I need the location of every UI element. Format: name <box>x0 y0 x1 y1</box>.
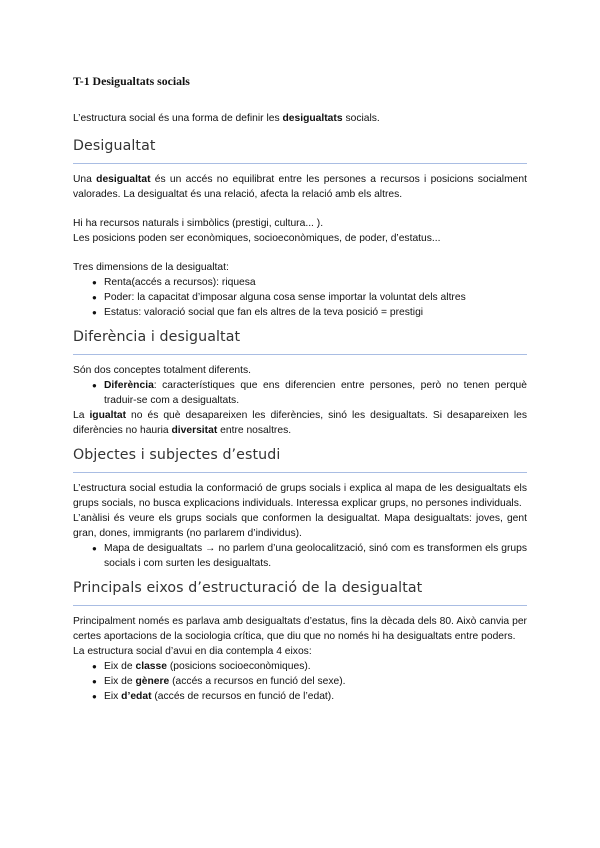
document-title: T-1 Desigualtats socials <box>73 74 190 88</box>
section-heading-objectes: Objectes i subjectes d’estudi <box>73 447 527 473</box>
intro-paragraph: L’estructura social és una forma de definir les desigualtats socials. <box>73 113 380 124</box>
list-item: ● Estatus: valoració social que fan els altres de la teva posició = prestigi <box>95 305 527 320</box>
list-item: ● Poder: la capacitat d’imposar alguna cosa sense importar la voluntat dels altres <box>95 290 527 305</box>
section-heading-desigualtat: Desigualtat <box>73 138 527 164</box>
paragraph: Tres dimensions de la desigualtat: <box>73 262 229 273</box>
paragraph: Són dos conceptes totalment diferents. <box>73 365 252 376</box>
document-body <box>73 74 527 704</box>
paragraph: Una desigualtat és un accés no equilibrat entre les persones a recursos i posicions socialment valorades. La desigualtat és una relació, afecta la relació amb els altres. <box>73 174 527 200</box>
bullet-list <box>73 659 527 704</box>
list-item: ● Eix de gènere (accés a recursos en funció del sexe). <box>95 674 527 689</box>
paragraph: La igualtat no és què desapareixen les diferències, sinó les desigualtats. Si desapareixen les diferències no hauria diversitat entre nosaltres. <box>73 410 527 436</box>
list-item: ● Eix de classe (posicions socioeconòmiques). <box>95 659 527 674</box>
list-item: ● Diferència: característiques que ens diferencien entre persones, però no tenen perquè traduir-se com a desigualtats. <box>95 378 527 408</box>
paragraph: Hi ha recursos naturals i simbòlics (prestigi, cultura... ). <box>73 218 324 229</box>
section-heading-diferencia: Diferència i desigualtat <box>73 329 527 355</box>
paragraph: La estructura social d’avui en dia contempla 4 eixos: <box>73 646 312 657</box>
list-item: ● Renta(accés a recursos): riquesa <box>95 275 527 290</box>
paragraph: L’anàlisi és veure els grups socials que conformen la desigualtat. Mapa desigualtats: joves, gent gran, dones, immigrants (no parlarem d’individus). <box>73 513 527 539</box>
list-item: ● Mapa de desigualtats → no parlem d’una geolocalització, sinó com es transformen els grups socials i com surten les desigualtats. <box>95 541 527 571</box>
paragraph: Les posicions poden ser econòmiques, socioeconòmiques, de poder, d’estatus... <box>73 233 441 244</box>
list-item: ● Eix d’edat (accés de recursos en funció de l’edat). <box>95 689 527 704</box>
section-heading-eixos: Principals eixos d’estructuració de la desigualtat <box>73 580 527 606</box>
paragraph: Principalment només es parlava amb desigualtats d’estatus, fins la dècada dels 80. Això canvia per certes aportacions de la sociologia crítica, que diu que no només hi ha desigualtats entre poders. <box>73 616 527 642</box>
bullet-list <box>73 275 527 320</box>
bullet-list <box>73 541 527 571</box>
bullet-list <box>73 378 527 408</box>
paragraph: L’estructura social estudia la conformació de grups socials i explica al mapa de les desigualtats els grups socials, no busca explicacions individuals. Interessa explicar grups, no persones individuals. <box>73 483 527 509</box>
